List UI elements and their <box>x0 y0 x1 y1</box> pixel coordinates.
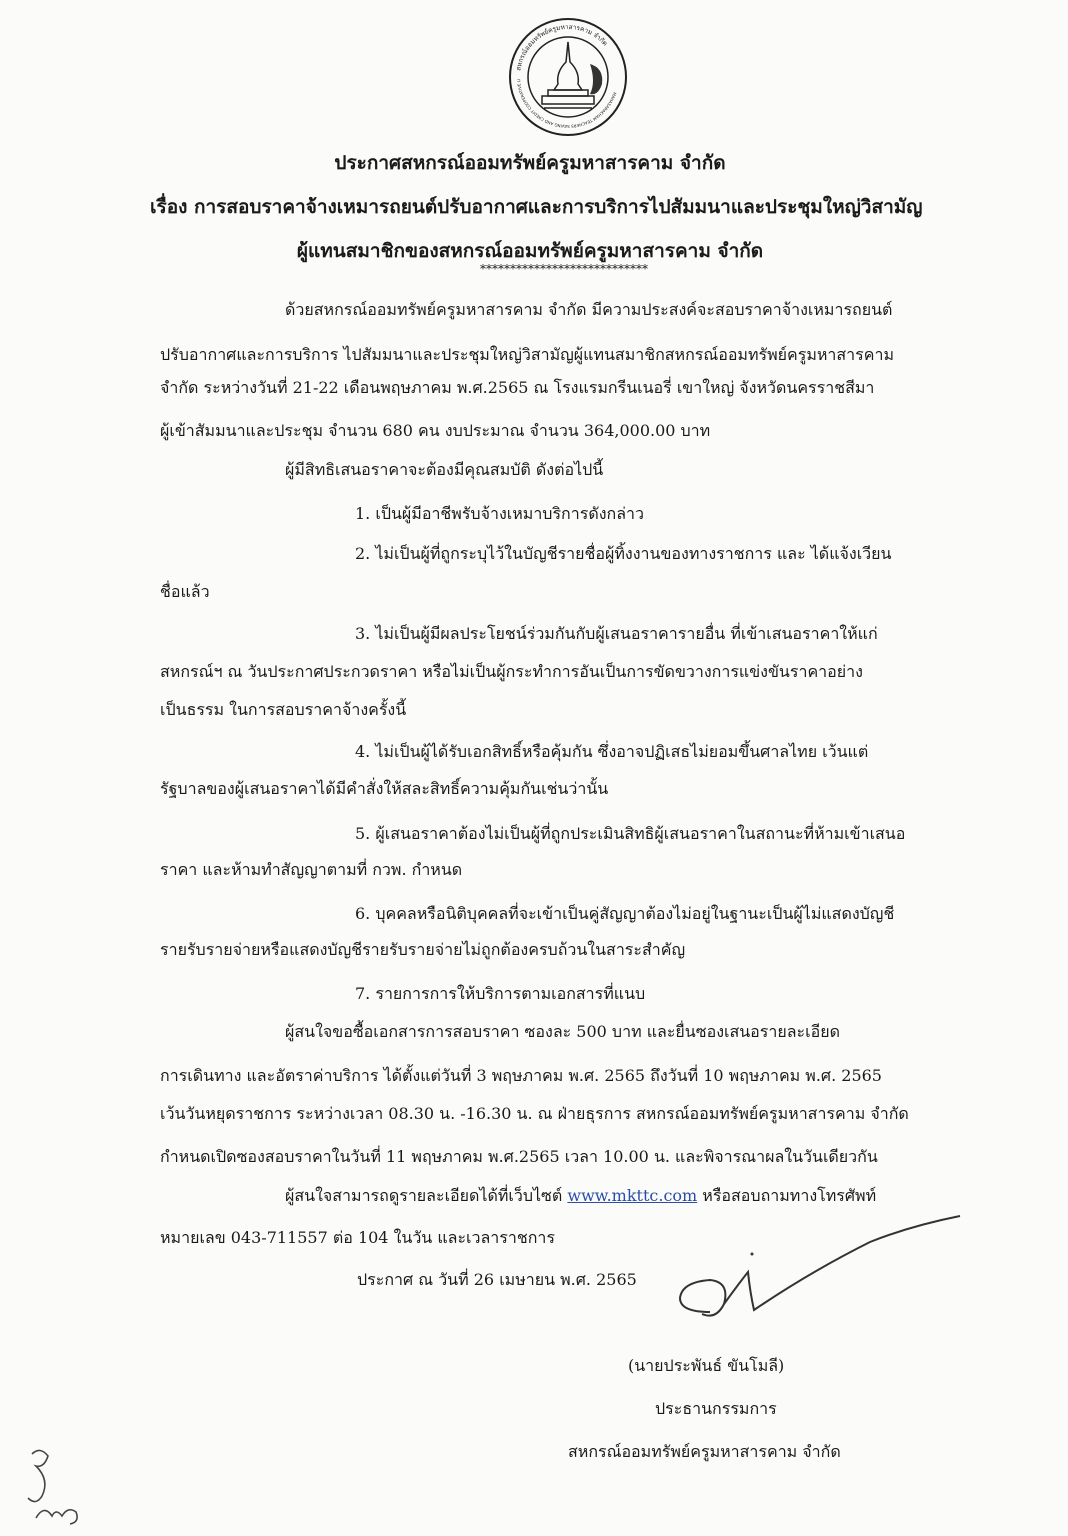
qualification-item: 7. รายการการให้บริการตามเอกสารที่แนบ <box>355 984 646 1003</box>
paragraph-line: ปรับอากาศและการบริการ ไปสัมมนาและประชุมใหญ่วิสามัญผู้แทนสมาชิกสหกรณ์ออมทรัพย์ครูมหาสารคาม <box>160 345 894 364</box>
asterisk-divider: **************************** <box>480 262 648 276</box>
paragraph-line: ด้วยสหกรณ์ออมทรัพย์ครูมหาสารคาม จำกัด มีความประสงค์จะสอบราคาจ้างเหมารถยนต์ <box>285 300 893 319</box>
seal-ring-text-en: MAHASARAKHAM TEACHERS SAVING AND CREDIT COOPERATIVE LI <box>516 78 618 130</box>
website-link[interactable]: www.mkttc.com <box>567 1186 698 1205</box>
qualification-item-cont: รายรับรายจ่ายหรือแสดงบัญชีรายรับรายจ่ายไม่ถูกต้องครบถ้วนในสาระสำคัญ <box>160 940 686 959</box>
paragraph-line: เว้นวันหยุดราชการ ระหว่างเวลา 08.30 น. -16.30 น. ณ ฝ่ายธุรการ สหกรณ์ออมทรัพย์ครูมหาสารคาม จำกัด <box>160 1104 909 1123</box>
seal-ring-text: สหกรณ์ออมทรัพย์ครูมหาสารคาม จำกัด <box>514 22 610 72</box>
qualification-item-cont: สหกรณ์ฯ ณ วันประกาศประกวดราคา หรือไม่เป็นผู้กระทำการอันเป็นการขัดขวางการแข่งขันราคาอย่าง <box>160 662 863 681</box>
qualification-item: 4. ไม่เป็นผู้ได้รับเอกสิทธิ์หรือคุ้มกัน ซึ่งอาจปฏิเสธไม่ยอมขึ้นศาลไทย เว้นแต่ <box>355 742 869 761</box>
website-paragraph <box>285 1184 876 1208</box>
website-text-after: หรือสอบถามทางโทรศัพท์ <box>697 1186 877 1205</box>
qualification-item-cont: รัฐบาลของผู้เสนอราคาได้มีคำสั่งให้สละสิทธิ์ความคุ้มกันเช่นว่านั้น <box>160 779 609 798</box>
paragraph-line: กำหนดเปิดซองสอบราคาในวันที่ 11 พฤษภาคม พ.ศ.2565 เวลา 10.00 น. และพิจารณาผลในวันเดียวกัน <box>160 1147 878 1166</box>
handwritten-signature <box>640 1212 980 1332</box>
qualification-intro: ผู้มีสิทธิเสนอราคาจะต้องมีคุณสมบัติ ดังต่อไปนี้ <box>285 460 604 479</box>
signer-name: (นายประพันธ์ ขันโมลี) <box>628 1356 785 1375</box>
website-text-before: ผู้สนใจสามารถดูรายละเอียดได้ที่เว็บไซต์ <box>285 1186 568 1205</box>
paragraph-line: การเดินทาง และอัตราค่าบริการ ได้ตั้งแต่วันที่ 3 พฤษภาคม พ.ศ. 2565 ถึงวันที่ 10 พฤษภาคม พ.ศ. 2565 <box>160 1066 882 1085</box>
qualification-item-cont: ชื่อแล้ว <box>160 582 210 601</box>
signer-position: ประธานกรรมการ <box>655 1399 777 1418</box>
handwritten-initial <box>18 1436 98 1536</box>
qualification-item: 5. ผู้เสนอราคาต้องไม่เป็นผู้ที่ถูกประเมินสิทธิผู้เสนอราคาในสถานะที่ห้ามเข้าเสนอ <box>355 824 906 843</box>
announcement-date: ประกาศ ณ วันที่ 26 เมษายน พ.ศ. 2565 <box>357 1270 637 1289</box>
phone-line: หมายเลข 043-711557 ต่อ 104 ในวัน และเวลาราชการ <box>160 1228 555 1247</box>
paragraph-line: ผู้สนใจขอซื้อเอกสารการสอบราคา ซองละ 500 บาท และยื่นซองเสนอรายละเอียด <box>285 1022 840 1041</box>
qualification-item: 3. ไม่เป็นผู้มีผลประโยชน์ร่วมกันกับผู้เสนอราคารายอื่น ที่เข้าเสนอราคาให้แก่ <box>355 624 878 643</box>
announcement-subject-line2: ผู้แทนสมาชิกของสหกรณ์ออมทรัพย์ครูมหาสารคาม จำกัด <box>296 240 764 262</box>
cooperative-seal-logo <box>508 12 628 142</box>
paragraph-line: ผู้เข้าสัมมนาและประชุม จำนวน 680 คน งบประมาณ จำนวน 364,000.00 บาท <box>160 421 711 440</box>
paragraph-line: จำกัด ระหว่างวันที่ 21-22 เดือนพฤษภาคม พ.ศ.2565 ณ โรงแรมกรีนเนอรี่ เขาใหญ่ จังหวัดนครราชสีมา <box>160 378 875 397</box>
qualification-item: 6. บุคคลหรือนิติบุคคลที่จะเข้าเป็นคู่สัญญาต้องไม่อยู่ในฐานะเป็นผู้ไม่แสดงบัญชี <box>355 904 895 923</box>
announcement-title: ประกาศสหกรณ์ออมทรัพย์ครูมหาสารคาม จำกัด <box>334 152 726 174</box>
qualification-item-cont: ราคา และห้ามทำสัญญาตามที่ กวพ. กำหนด <box>160 860 463 879</box>
qualification-item: 2. ไม่เป็นผู้ที่ถูกระบุไว้ในบัญชีรายชื่อผู้ทิ้งงานของทางราชการ และ ได้แจ้งเวียน <box>355 544 892 563</box>
qualification-item-cont: เป็นธรรม ในการสอบราคาจ้างครั้งนี้ <box>160 700 407 719</box>
announcement-subject: เรื่อง การสอบราคาจ้างเหมารถยนต์ปรับอากาศและการบริการไปสัมมนาและประชุมใหญ่วิสามัญ <box>150 196 923 218</box>
signer-organization: สหกรณ์ออมทรัพย์ครูมหาสารคาม จำกัด <box>568 1442 841 1461</box>
qualification-item: 1. เป็นผู้มีอาชีพรับจ้างเหมาบริการดังกล่าว <box>355 504 644 523</box>
